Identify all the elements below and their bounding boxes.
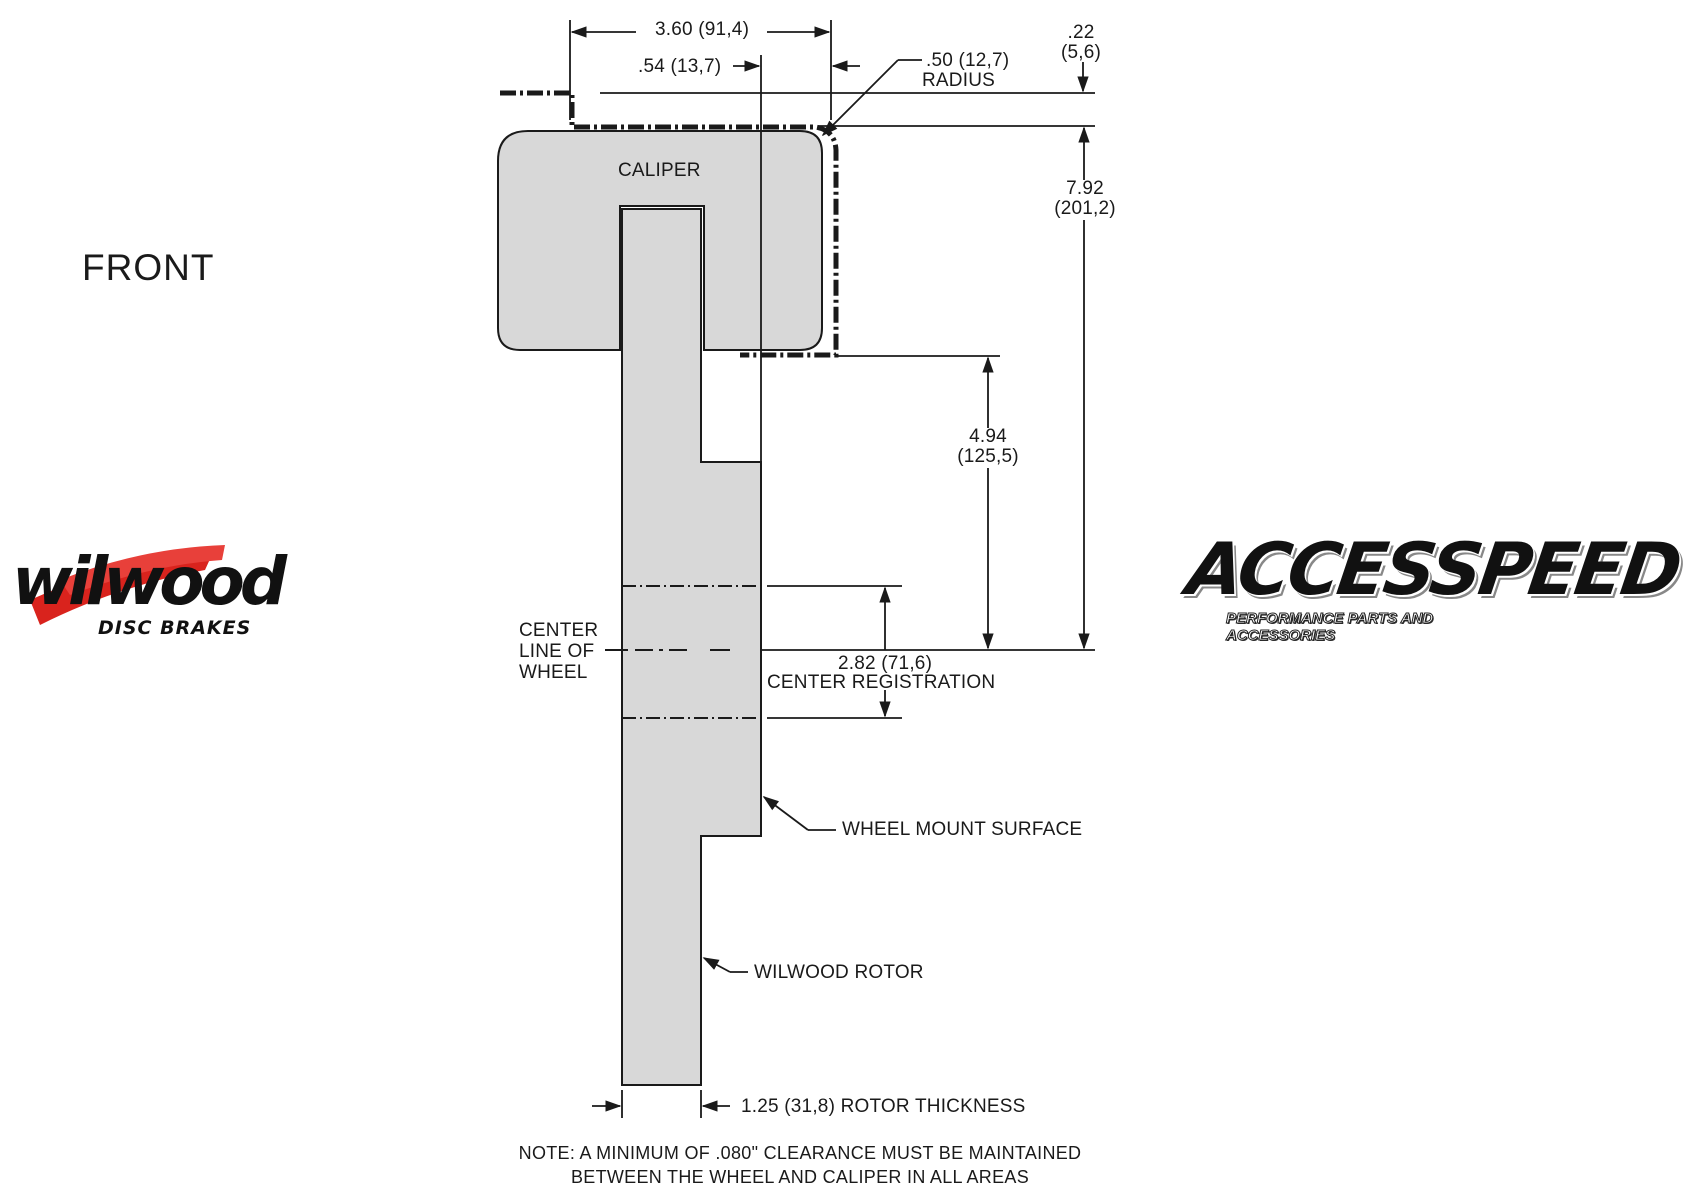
center-registration-label: CENTER REGISTRATION (767, 672, 996, 693)
accesspeed-wordmark: ACCESSPEED (1182, 527, 1684, 611)
note-line-1: NOTE: A MINIMUM OF .080" CLEARANCE MUST BE MAINTAINED (518, 1143, 1082, 1163)
note-line-2: BETWEEN THE WHEEL AND CALIPER IN ALL AREAS (570, 1167, 1030, 1187)
wheel-mount-label: WHEEL MOUNT SURFACE (842, 819, 1083, 840)
center-registration-value: 2.82 (71,6) (838, 653, 933, 674)
offset-label: .54 (13,7) (638, 56, 722, 77)
wilwood-tagline: DISC BRAKES (98, 617, 252, 639)
wilwood-logo (10, 535, 320, 655)
radius-label: RADIUS (922, 70, 995, 91)
centerline-label-3: WHEEL (519, 662, 588, 683)
height-total-in: 7.92 (1066, 178, 1104, 199)
wilwood-wordmark: wilwood (12, 543, 283, 620)
centerline-label-2: LINE OF (519, 641, 595, 662)
centerline-label-1: CENTER (519, 620, 599, 641)
caliper-label: CALIPER (618, 160, 701, 181)
accesspeed-logo (1178, 527, 1684, 650)
rotor-thickness-label: 1.25 (31,8) ROTOR THICKNESS (741, 1096, 1026, 1117)
leader-radius (823, 60, 922, 135)
overall-width-label: 3.60 (91,4) (655, 19, 750, 40)
dim-rotor-thickness (592, 1090, 730, 1118)
rotor-label: WILWOOD ROTOR (754, 962, 924, 983)
view-label: FRONT (82, 247, 215, 288)
dim-center-registration (767, 586, 902, 718)
height-lower-mm: (125,5) (957, 446, 1019, 467)
top-clearance-mm: (5,6) (1060, 42, 1102, 63)
radius-value-label: .50 (12,7) (926, 50, 1010, 71)
height-total-mm: (201,2) (1054, 198, 1116, 219)
top-clearance-in: .22 (1067, 22, 1095, 43)
height-lower-in: 4.94 (969, 426, 1007, 447)
accesspeed-tagline: PERFORMANCE PARTS AND ACCESSORIES (1226, 610, 1434, 644)
